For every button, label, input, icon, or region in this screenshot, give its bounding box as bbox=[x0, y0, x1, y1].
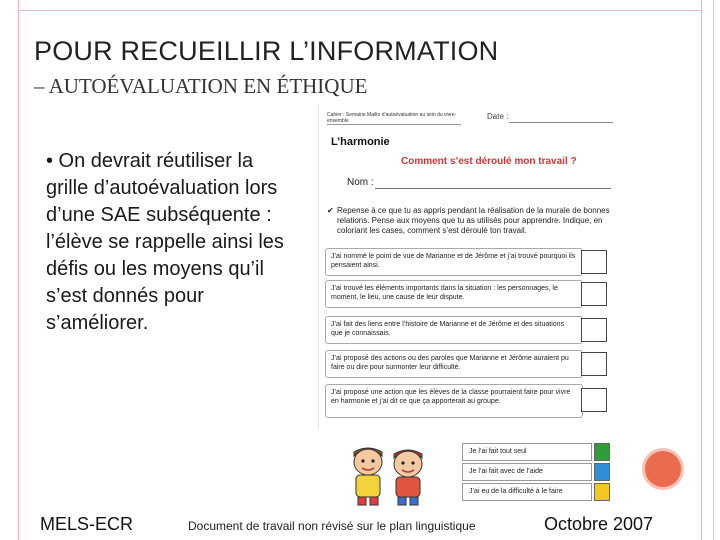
criterion-row: J’ai proposé des actions ou des paroles que Marianne et Jérôme auraient pu faire ou dire pour surmonter leur difficulté. bbox=[325, 350, 583, 378]
worksheet-date-label: Date : bbox=[487, 112, 509, 121]
worksheet-image bbox=[318, 104, 620, 430]
worksheet-header bbox=[319, 108, 621, 126]
legend-swatch-blue bbox=[594, 463, 610, 481]
worksheet-heading: L’harmonie bbox=[331, 136, 390, 148]
decorative-circle bbox=[642, 448, 684, 490]
checkmark-icon: ✔ bbox=[327, 206, 334, 215]
slide-frame-right bbox=[701, 0, 702, 540]
criterion-row: J’ai fait des liens entre l’histoire de Marianne et de Jérôme et des situations que je connaissais. bbox=[325, 316, 583, 344]
footer-left: MELS-ECR bbox=[40, 514, 134, 534]
worksheet-cycle-line: Cahier : Semaine Mailto d’autoévaluation au sein du vivre-ensemble bbox=[327, 112, 461, 125]
legend-label: Je l’ai fait avec de l’aide bbox=[462, 463, 592, 481]
worksheet-name-label: Nom : bbox=[347, 177, 374, 188]
criterion-checkbox bbox=[581, 318, 607, 342]
worksheet-instruction bbox=[327, 206, 619, 236]
slide-top-rule bbox=[18, 10, 702, 11]
legend-label: Je l’ai fait tout seul bbox=[462, 443, 592, 461]
two-children-illustration bbox=[338, 444, 442, 506]
bullet-text: • On devrait réutiliser la grille d’autoévaluation lors d’une SAE subséquente : l’élève se rappelle ainsi les défis ou les moyens qu’il s’est donnés pour s’améliorer. bbox=[46, 150, 284, 334]
criterion-checkbox bbox=[581, 388, 607, 412]
legend-swatch-green bbox=[594, 443, 610, 461]
worksheet-instruction-text: Repense à ce que tu as appris pendant la réalisation de la murale de bonnes relations. Pense aux moyens que tu as utilisés pour apprendre. Indique, en coloriant les cases, comment s’est déroulé ton travail. bbox=[337, 206, 610, 235]
slide-title: POUR RECUEILLIR L’INFORMATION bbox=[34, 36, 499, 66]
criterion-row: J’ai trouvé les éléments importants dans la situation : les personnages, le moment, le lieu, une cause de leur dispute. bbox=[325, 280, 583, 308]
legend-label: J’ai eu de la difficulté à le faire bbox=[462, 483, 592, 501]
footer-right: Octobre 2007 bbox=[544, 514, 654, 534]
legend-swatch-yellow bbox=[594, 483, 610, 501]
criterion-checkbox bbox=[581, 352, 607, 376]
criterion-checkbox bbox=[581, 282, 607, 306]
criterion-row: J’ai proposé une action que les élèves de la classe pourraient faire pour vivre en harmonie et j’ai dit ce que ça apporterait au groupe. bbox=[325, 384, 583, 418]
slide-frame-right-outer bbox=[713, 0, 714, 540]
slide-frame-left bbox=[18, 0, 19, 540]
criterion-checkbox bbox=[581, 250, 607, 274]
slide-subtitle: – AUTOÉVALUATION EN ÉTHIQUE bbox=[34, 74, 368, 98]
worksheet-name-line bbox=[375, 188, 611, 189]
footer-middle: Document de travail non révisé sur le plan linguistique bbox=[188, 519, 476, 533]
worksheet-date-line bbox=[509, 122, 613, 123]
criterion-row: J’ai nommé le point de vue de Marianne et de Jérôme et j’ai trouvé pourquoi ils pensaient ainsi. bbox=[325, 248, 583, 276]
worksheet-question: Comment s’est déroulé mon travail ? bbox=[401, 156, 577, 167]
legend bbox=[462, 443, 612, 501]
